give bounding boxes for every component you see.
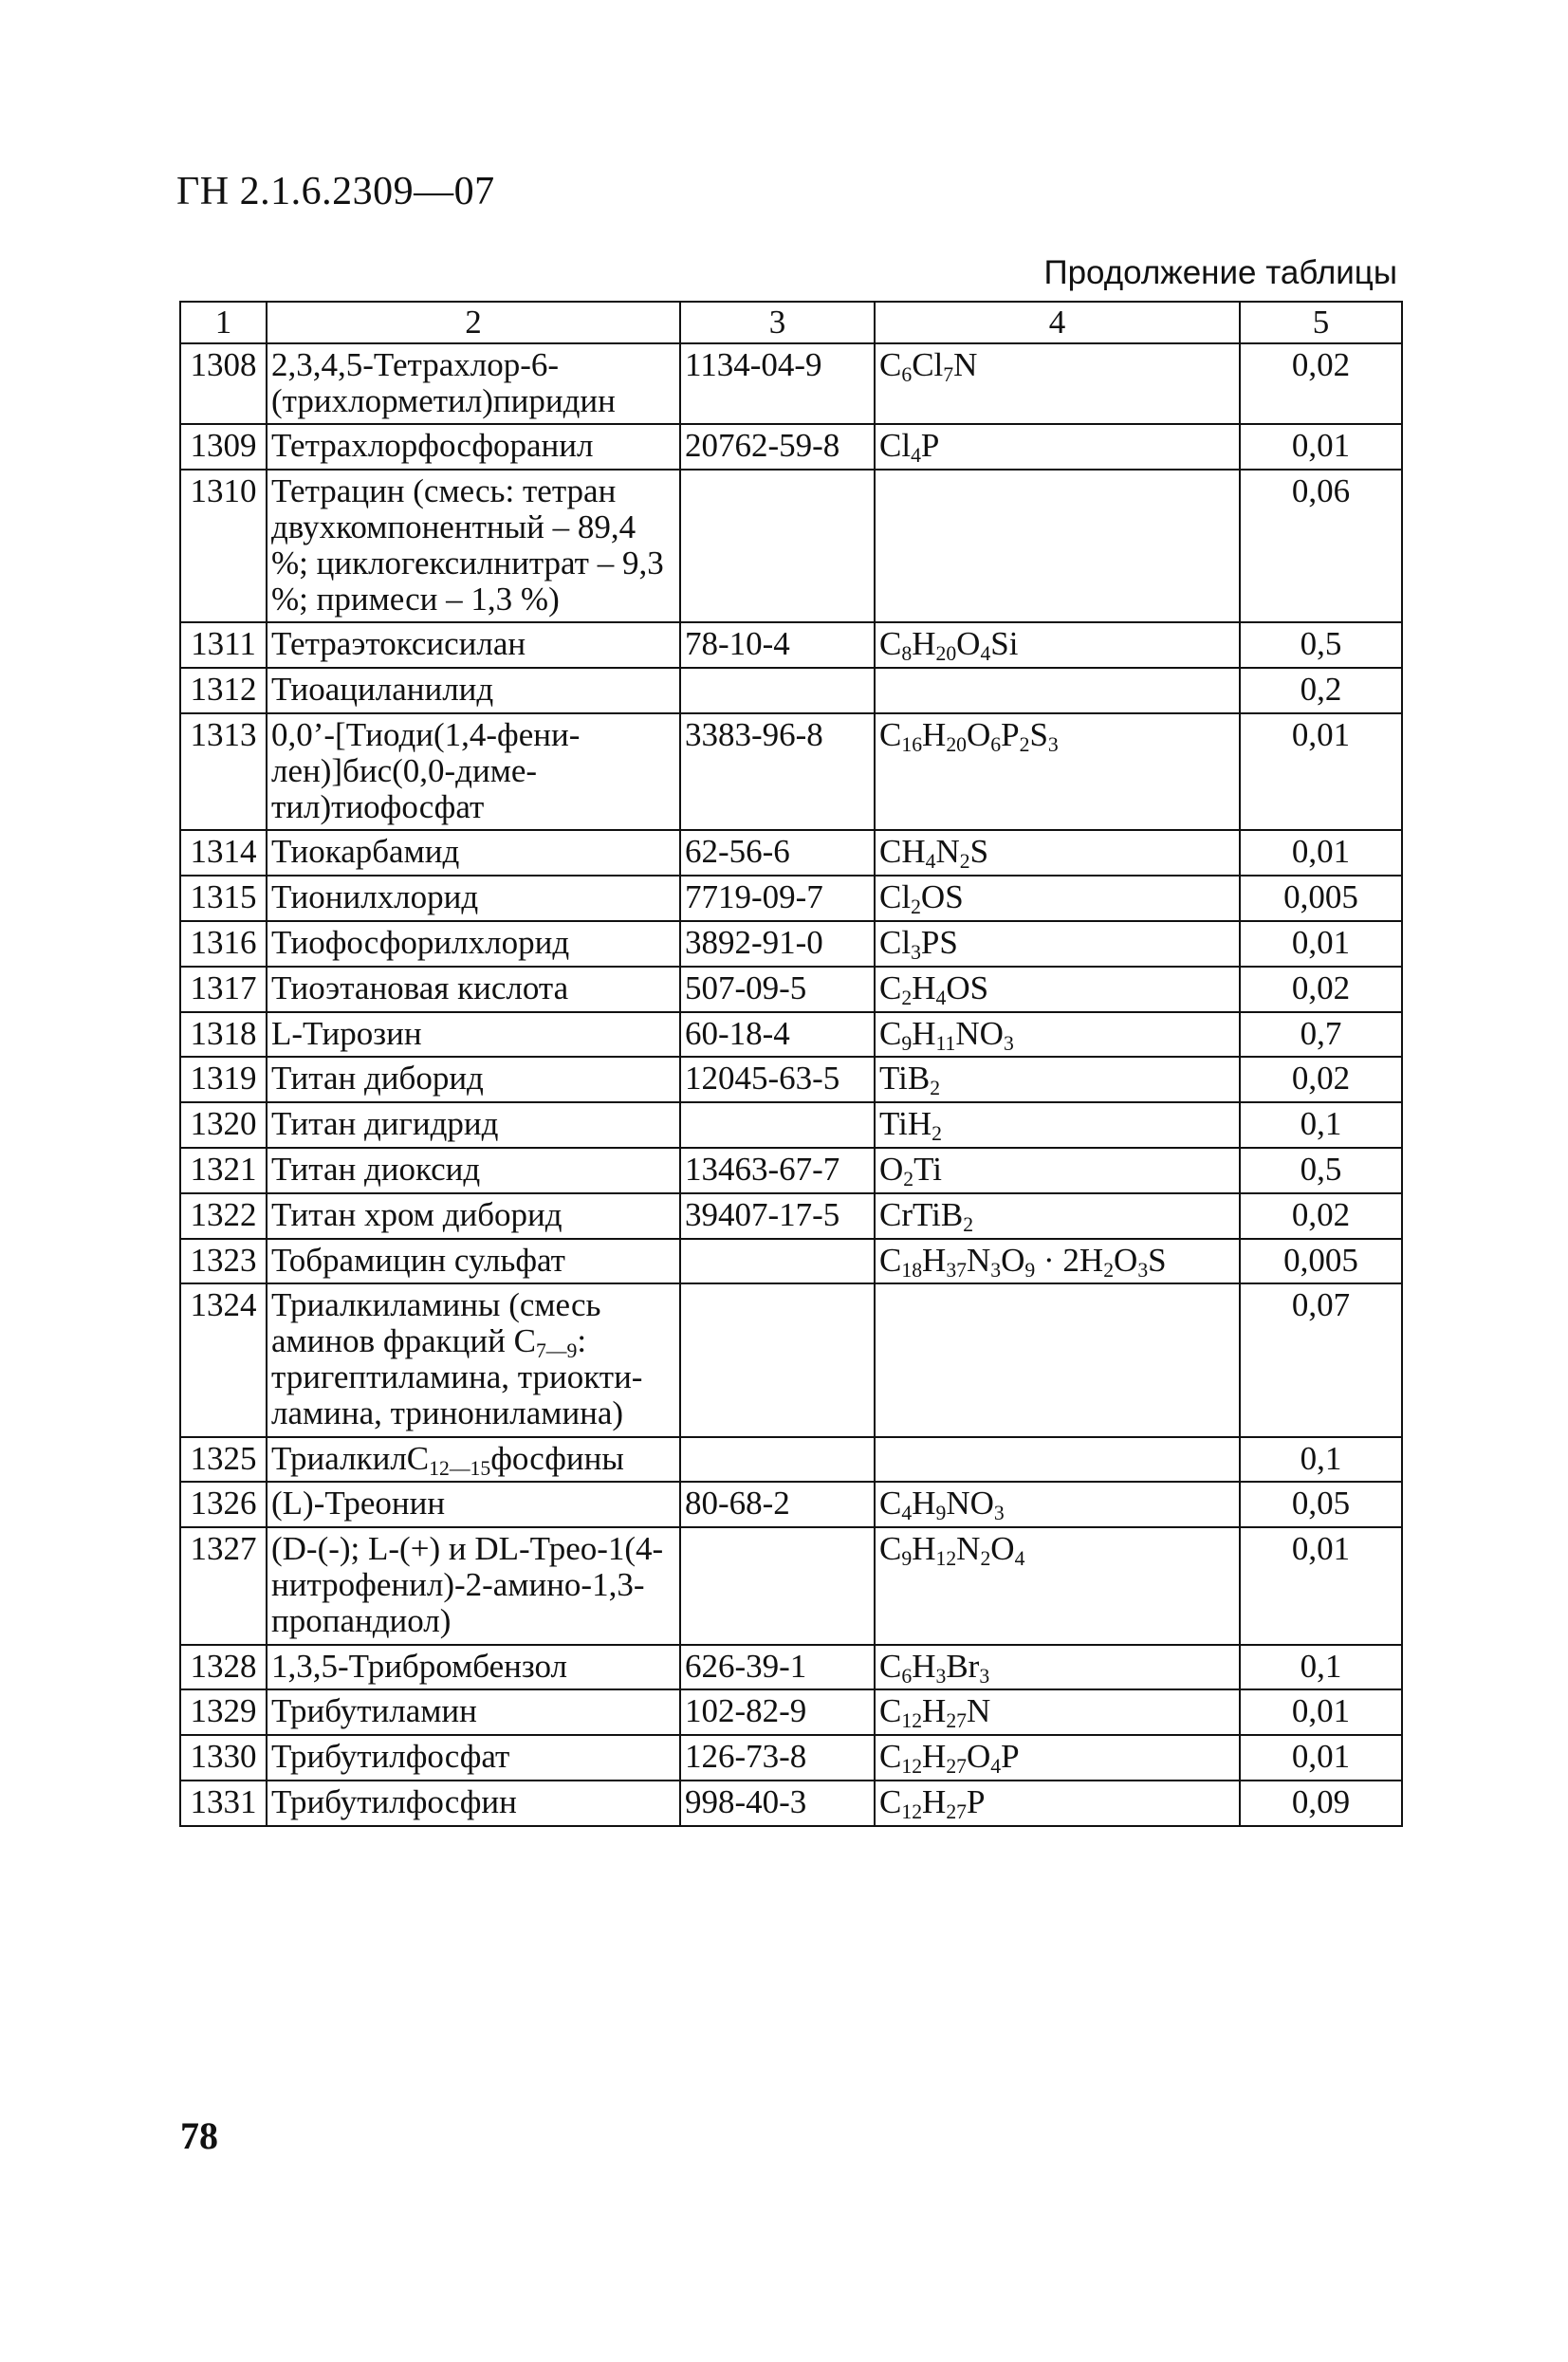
limit-value: 0,09 [1240,1781,1402,1826]
cas-number [680,1102,875,1148]
cas-number: 3383-96-8 [680,713,875,830]
chemical-formula [875,470,1240,622]
chemical-formula: $C_{12}H_{27}O_4P$ [875,1735,1240,1781]
cas-number: 1134-04-9 [680,343,875,425]
limit-value: 0,01 [1240,424,1402,470]
cas-number [680,668,875,713]
chemical-formula: $C_{16}H_{20}O_6P_2S_3$ [875,713,1240,830]
column-header: 2 [267,302,680,343]
substance-name: Трибутилфосфат [267,1735,680,1781]
row-number: 1312 [180,668,267,713]
row-number: 1308 [180,343,267,425]
limit-value: 0,1 [1240,1102,1402,1148]
substance-name: Тионилхлорид [267,876,680,921]
cas-number: 626-39-1 [680,1645,875,1690]
table-row [180,424,1402,470]
cas-number: 20762-59-8 [680,424,875,470]
table-row [180,830,1402,876]
row-number: 1313 [180,713,267,830]
substance-name: Тетраэтоксисилан [267,622,680,668]
row-number: 1321 [180,1148,267,1193]
substance-name: Титан диоксид [267,1148,680,1193]
chemical-formula: $C_{12}H_{27}P$ [875,1781,1240,1826]
chemical-formula: $C_{18}H_{37}N_3O_9 \cdot 2H_2O_3S$ [875,1239,1240,1284]
row-number: 1324 [180,1283,267,1436]
substance-name: Тетрахлорфосфоранил [267,424,680,470]
limit-value: 0,1 [1240,1437,1402,1483]
limit-value: 0,02 [1240,1057,1402,1102]
row-number: 1309 [180,424,267,470]
chemical-formula: $Cl_3PS$ [875,921,1240,967]
table-row [180,1527,1402,1644]
row-number: 1317 [180,967,267,1012]
limit-value: 0,5 [1240,1148,1402,1193]
limit-value: 0,01 [1240,1689,1402,1735]
row-number: 1331 [180,1781,267,1826]
substance-name: Титан дигидрид [267,1102,680,1148]
row-number: 1322 [180,1193,267,1239]
substance-name: (D-(-); L-(+) и DL-Трео-1(4-нитрофенил)-2-амино-1,3-пропандиол) [267,1527,680,1644]
table-row [180,1239,1402,1284]
row-number: 1316 [180,921,267,967]
table-row [180,1193,1402,1239]
table-row [180,921,1402,967]
substance-name: L-Тирозин [267,1012,680,1058]
substance-name: Тиофосфорилхлорид [267,921,680,967]
row-number: 1311 [180,622,267,668]
row-number: 1314 [180,830,267,876]
column-header: 3 [680,302,875,343]
cas-number: 998-40-3 [680,1781,875,1826]
cas-number: 3892-91-0 [680,921,875,967]
substances-table [179,301,1403,1827]
chemical-formula: $C_9H_{12}N_2O_4$ [875,1527,1240,1644]
table-row [180,1283,1402,1436]
limit-value: 0,07 [1240,1283,1402,1436]
row-number: 1328 [180,1645,267,1690]
table-row [180,668,1402,713]
chemical-formula: $C_6H_3Br_3$ [875,1645,1240,1690]
substance-name: Титан диборид [267,1057,680,1102]
chemical-formula [875,668,1240,713]
substance-name: Тиокарбамид [267,830,680,876]
substance-name: Титан хром диборид [267,1193,680,1239]
chemical-formula: $CH_4N_2S$ [875,830,1240,876]
column-header: 1 [180,302,267,343]
limit-value: 0,005 [1240,876,1402,921]
table-row [180,967,1402,1012]
cas-number: 12045-63-5 [680,1057,875,1102]
cas-number [680,470,875,622]
substance-name: 2,3,4,5-Тетрахлор-6-(трихлорметил)пиридин [267,343,680,425]
table-row [180,1148,1402,1193]
row-number: 1320 [180,1102,267,1148]
limit-value: 0,02 [1240,1193,1402,1239]
limit-value: 0,02 [1240,343,1402,425]
limit-value: 0,01 [1240,830,1402,876]
row-number: 1310 [180,470,267,622]
cas-number: 39407-17-5 [680,1193,875,1239]
chemical-formula: $Cl_4P$ [875,424,1240,470]
cas-number: 102-82-9 [680,1689,875,1735]
limit-value: 0,01 [1240,921,1402,967]
table-header-row [180,302,1402,343]
table-row [180,343,1402,425]
table-row [180,1645,1402,1690]
substance-name: Тетрацин (смесь: тетран двухкомпонентный – 89,4 %; циклогексилнитрат – 9,3 %; примеси – 1,3 %) [267,470,680,622]
row-number: 1329 [180,1689,267,1735]
row-number: 1327 [180,1527,267,1644]
table-continuation-label: Продолжение таблицы [1043,254,1397,291]
limit-value: 0,01 [1240,713,1402,830]
cas-number: 13463-67-7 [680,1148,875,1193]
limit-value: 0,5 [1240,622,1402,668]
table-row [180,622,1402,668]
table-row [180,1781,1402,1826]
chemical-formula [875,1283,1240,1436]
cas-number: 62-56-6 [680,830,875,876]
cas-number [680,1437,875,1483]
chemical-formula: $C_9H_{11}NO_3$ [875,1012,1240,1058]
limit-value: 0,2 [1240,668,1402,713]
cas-number [680,1527,875,1644]
cas-number: 60-18-4 [680,1012,875,1058]
row-number: 1318 [180,1012,267,1058]
limit-value: 0,02 [1240,967,1402,1012]
row-number: 1325 [180,1437,267,1483]
cas-number: 507-09-5 [680,967,875,1012]
substance-name: Тобрамицин сульфат [267,1239,680,1284]
chemical-formula: TiB$_2$ [875,1057,1240,1102]
table-row [180,1482,1402,1527]
table-row [180,1012,1402,1058]
chemical-formula: $Cl_2OS$ [875,876,1240,921]
table-row [180,1437,1402,1483]
row-number: 1330 [180,1735,267,1781]
chemical-formula: $C_{12}H_{27}N$ [875,1689,1240,1735]
limit-value: 0,05 [1240,1482,1402,1527]
limit-value: 0,1 [1240,1645,1402,1690]
chemical-formula: $C_4H_9NO_3$ [875,1482,1240,1527]
row-number: 1326 [180,1482,267,1527]
substance-name: 0,0’-[Тиоди(1,4-фени-лен)]бис(0,0-диме-тил)тиофосфат [267,713,680,830]
table-row [180,1057,1402,1102]
column-header: 5 [1240,302,1402,343]
chemical-formula [875,1437,1240,1483]
cas-number: 80-68-2 [680,1482,875,1527]
cas-number [680,1283,875,1436]
row-number: 1323 [180,1239,267,1284]
cas-number [680,1239,875,1284]
table-row [180,1735,1402,1781]
cas-number: 78-10-4 [680,622,875,668]
table-row [180,1102,1402,1148]
cas-number: 7719-09-7 [680,876,875,921]
table-row [180,470,1402,622]
limit-value: 0,06 [1240,470,1402,622]
substance-name: ТриалкилC$_{12—15}$фосфины [267,1437,680,1483]
table-row [180,713,1402,830]
chemical-formula: $C_8H_{20}O_4Si$ [875,622,1240,668]
column-header: 4 [875,302,1240,343]
limit-value: 0,01 [1240,1735,1402,1781]
table-row [180,876,1402,921]
substance-name: Тиоэтановая кислота [267,967,680,1012]
chemical-formula: CrTiB$_2$ [875,1193,1240,1239]
table-body [180,343,1402,1826]
page-number: 78 [180,2114,218,2157]
limit-value: 0,7 [1240,1012,1402,1058]
substance-name: Тиоациланилид [267,668,680,713]
chemical-formula: $C_2H_4OS$ [875,967,1240,1012]
chemical-formula: $O_2Ti$ [875,1148,1240,1193]
substance-name: 1,3,5-Трибромбензол [267,1645,680,1690]
substance-name: Триалкиламины (смесь аминов фракций $C_{7—9}$: тригептиламина, триокти-ламина, тринониламина) [267,1283,680,1436]
substance-name: Трибутилфосфин [267,1781,680,1826]
chemical-formula: $C_6Cl_7N$ [875,343,1240,425]
limit-value: 0,01 [1240,1527,1402,1644]
document-code: ГН 2.1.6.2309—07 [176,170,495,213]
row-number: 1315 [180,876,267,921]
table-row [180,1689,1402,1735]
chemical-formula: TiH$_2$ [875,1102,1240,1148]
row-number: 1319 [180,1057,267,1102]
substance-name: Трибутиламин [267,1689,680,1735]
substance-name: (L)-Треонин [267,1482,680,1527]
limit-value: 0,005 [1240,1239,1402,1284]
cas-number: 126-73-8 [680,1735,875,1781]
